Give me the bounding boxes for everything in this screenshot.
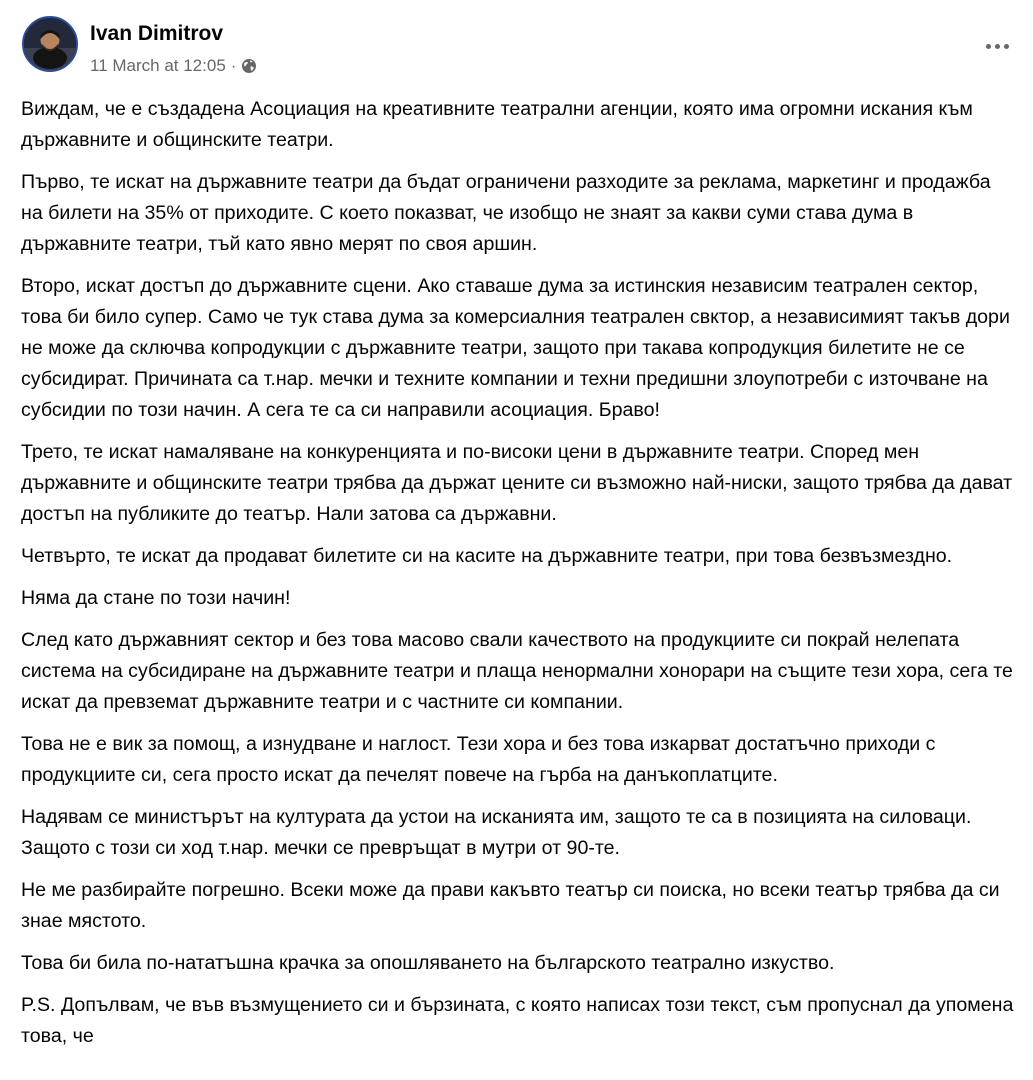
post-timestamp[interactable]: 11 March at 12:05 [90,56,226,75]
post-paragraph: Трето, те искат намаляване на конкуренцията и по-високи цени в държавните театри. Според мен държавните и общинските театри трябва да държат цените си възможно най-ниски, защото трябва да дават достъп на публиките до театър. Нали затова са държавни. [21,441,1013,525]
post-paragraph: Първо, те искат на държавните театри да бъдат ограничени разходите за реклама, маркетинг и продажба на билети на 35% от приходите. С което показват, че изобщо не знаят за какви суми става дума в държавните театри, тъй като явно мерят по своя аршин. [21,171,991,255]
globe-icon[interactable] [241,58,257,74]
post-paragraph: Това не е вик за помощ, а изнудване и наглост. Тези хора и без това изкарват достатъчно приходи с продукциите си, сега просто искат да печелят повече на гърба на данъкоплатците. [21,733,936,786]
post-header [22,16,1017,80]
author-name[interactable]: Ivan Dimitrov [90,22,224,45]
post-text [21,94,1017,1063]
post-paragraph: Второ, искат достъп до държавните сцени. Ако ставаше дума за истинския независим театрален сектор, това би било супер. Само че тук става дума за комерсиалния театрален свктор, а независимият такъв дори не може да сключва копродукции с държавните театри, защото при такава копродукция билетите не се субсидират. Причината са т.нар. мечки и техните компании и техни предишни злоупотреби с източване на субсидии по този начин. А сега те са си направили асоциация. Браво! [21,275,1010,421]
post-paragraph: P.S. Допълвам, че във възмущението си и бързината, с която написах този текст, съм пропуснал да упомена това, че [21,994,1014,1047]
more-options-dot [986,44,991,49]
post-paragraph: Няма да стане по този начин! [21,587,291,609]
post-meta [90,54,257,78]
post-paragraph: Виждам, че е създадена Асоциация на креативните театрални агенции, която има огромни искания към държавните и общинските театри. [21,98,973,151]
avatar[interactable] [22,16,78,72]
meta-separator: · [230,56,237,75]
profile-photo-icon [24,18,76,70]
more-options-dot [995,44,1000,49]
post-paragraph: Не ме разбирайте погрешно. Всеки може да прави какъвто театър си поиска, но всеки театър трябва да си знае мястото. [21,879,1000,932]
post-paragraph: След като държавният сектор и без това масово свали качеството на продукциите си покрай нелепата система на субсидиране на държавните театри и плаща ненормални хонорари на същите тези хора, сега те искат да превземат държавните театри и с частните си компании. [21,629,1013,713]
more-options-dot [1004,44,1009,49]
post-paragraph: Четвърто, те искат да продават билетите си на касите на държавните театри, при това безвъзмездно. [21,545,953,567]
post-paragraph: Надявам се министърът на културата да устои на исканията им, защото те са в позицията на силоваци. Защото с този си ход т.нар. мечки се превръщат в мутри от 90-те. [21,806,972,859]
more-options-icon[interactable] [977,32,1017,60]
post-paragraph: Това би била по-нататъшна крачка за опошляването на българското театрално изкуство. [21,952,835,974]
